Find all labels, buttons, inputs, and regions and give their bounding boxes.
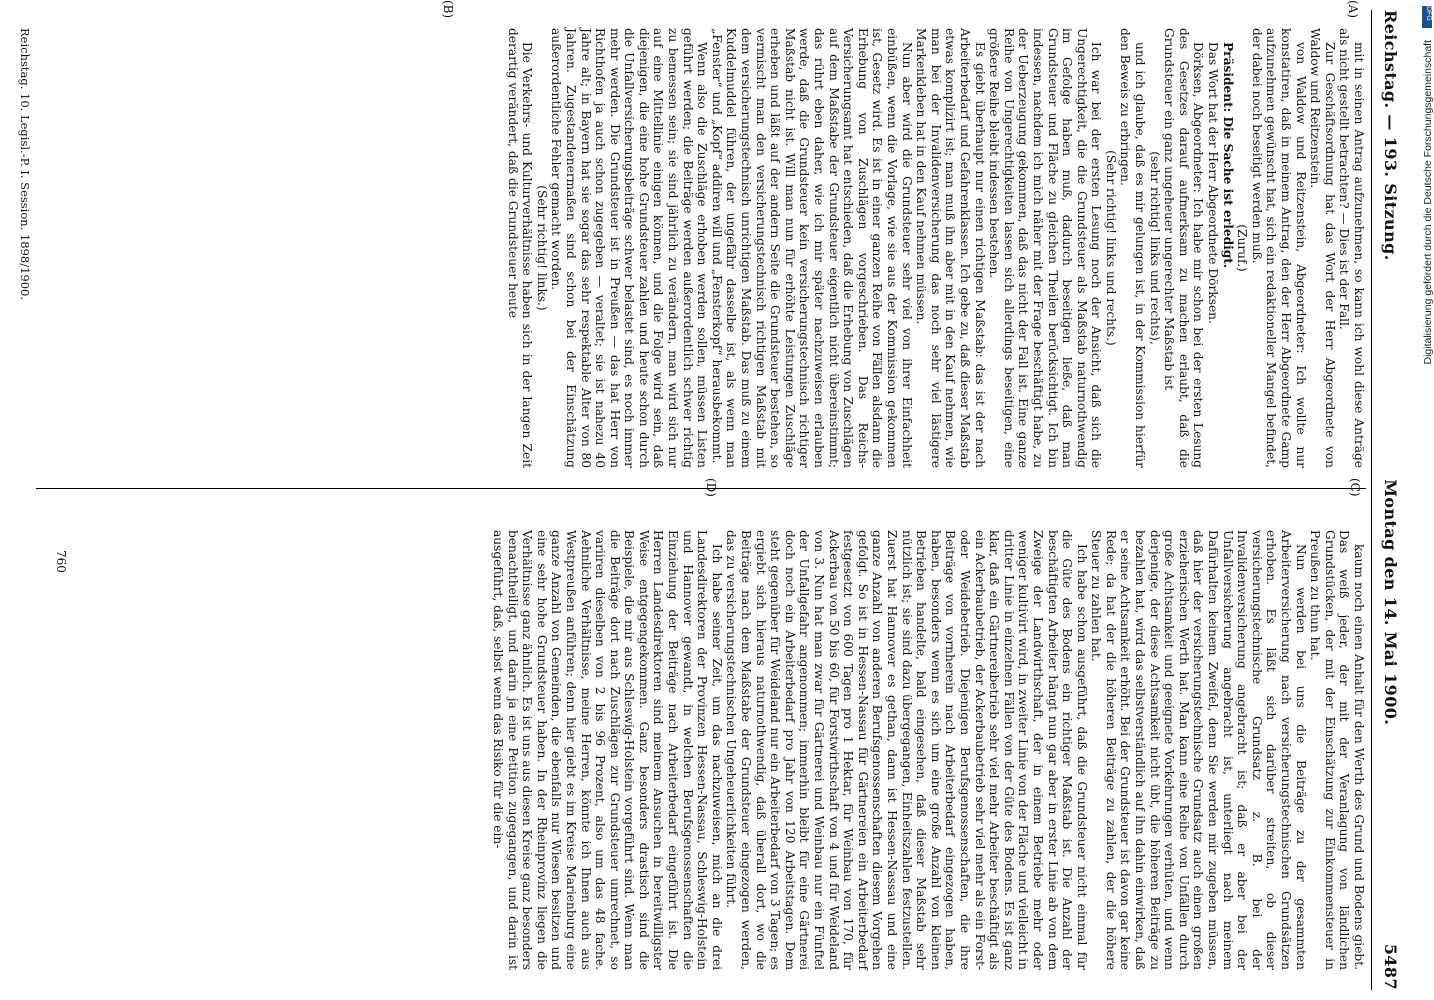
margin-marker-b: (B) <box>441 0 455 19</box>
header-session: Reichstag. — 193. Sitzung. <box>1381 10 1401 261</box>
margin-marker-a: (A) <box>1346 0 1360 19</box>
margin-marker-d: (D) <box>704 478 718 497</box>
right-column <box>36 530 1366 970</box>
paragraph: Ich habe schon ausgeführt, daß die Grundsteuer nicht einmal für die Güte des Bodens ein richtiger Maßstab ist. Die Anzahl der beschäftigten Arbeiter hängt nun gar aber in erster Linie ab von dem Zweige der Landwirthschaft, der in einem Betriebe mehr oder weniger kultivirt wird, in zweiter Linie von der Fläche und vielleicht in dritter Linie in einzelnen Fällen von der Güte des Bodens. Es ist ganz klar, daß ein Gärtnereibetrieb sehr viel mehr Arbeiter beschäftigt als ein Ackerbaubetrieb, der Ackerbaubetrieb sehr viel mehr als ein Forst- oder Weidebetrieb. Diejenigen Berufsgenossenschaften, die ihre Beiträge von vornherein nach Arbeiterbedarf eingezogen haben, haben, besonders wenn es sich um eine große Anzahl von kleinen Betrieben handelte, bald eingesehen, daß dieser Maßstab sehr nützlich ist; sie sind dazu übergegangen, Einheitszahlen festzustellen. Zuerst hat Hannover es gethan, dann ist Hessen-Nassau und eine ganze Anzahl von anderen Berufsgenossenschaften diesem Vorgehen gefolgt. So ist in Hessen-Nassau für Gärtnereien ein Arbeiterbedarf festgesetzt von 600 Tagen pro 1 Hektar, für Weinbau von 170, für Ackerbau von 50 bis 60, für Forstwirthschaft von 4 und für Weideland von 3. Nun hat man zwar für Gärtnerei und Weinbau nur ein Fünftel der Unfallgefahr angenommen; immerhin bleibt für eine Gärtnerei doch noch ein Arbeiterbedarf pro Jahr von 120 Arbeitstagen. Dem steht gegenüber für Weideland nur ein Arbeiterbedarf von 3 Tagen; es ergiebt sich hieraus naturnothwendig, daß überall dort, wo die Beiträge nach dem Maßstabe der Grundsteuer eingezogen werden, das zu versicherungstechnischen Ungeheuerlichkeiten führt. <box>724 530 1089 970</box>
paragraph: Zur Geschäftsordnung hat das Wort der Herr Abgeordnete von Waldow und Reitzenstein. <box>1308 28 1337 468</box>
dfg-sidebar <box>1416 0 1434 1000</box>
header-page-number: 5487 <box>1381 943 1401 990</box>
paragraph: von Waldow und Reitzenstein, Abgeordneter: Ich wollte nur konstatiren, daß in meinem Antrag, den der Herr Abgeordnete Gamp aufzunehmen gewünscht hat, sich ein redaktioneller Mangel befindet, der dabei noch beseitigt werden muß. <box>1249 28 1308 468</box>
interjection: (Sehr richtig! links.) <box>534 185 549 311</box>
paragraph: Dörksen, Abgeordneter: Ich habe mir schon bei der ersten Lesung des Gesetzes darauf aufmerksam zu machen erlaubt, daß die Grundsteuer ein ganz ungeheuer ungerechter Maßstab ist <box>1162 28 1206 468</box>
interjection: (Zuruf.) <box>1235 224 1250 272</box>
paragraph: kaum noch einen Anhalt für den Werth des Grund und Bodens giebt. Das weiß jeder, der mit der Veranlagung von ländlichen Grundstücken, der mit der Einschätzung zur Einkommensteuer in Preußen zu thun hat. <box>1308 530 1366 970</box>
page-header <box>1371 10 1410 990</box>
paragraph: Das Wort hat der Herr Abgeordnete Dörksen. <box>1206 42 1221 324</box>
paragraph: Präsident: Die Sache ist erledigt. <box>1220 42 1235 269</box>
footnote: Reichstag. 10. Legisl.-P. I. Session. 1898/1900. <box>18 28 32 301</box>
paragraph: und ich glaube, daß es mir gelungen ist, in der Kommission hierfür den Beweis zu erbringen. <box>1118 28 1148 468</box>
paragraph: Nun aber wird die Grundsteuer sehr viel von ihrer Einfachheit einbüßen, wenn die Vorlage, wie sie aus der Kommission gekommen ist, Gesetz wird. Es ist in einer ganzen Reihe von Fällen alsdann die Erhebung von Zuschlägen vorgeschrieben. Das Reichs-Versicherungsamt hat entschieden, daß die Erhebung von Zuschlägen auf dem Maßstabe der Grundsteuer eigentlich nicht übereinstimmt; das rührt eben daher, wie ich mir später nachzuweisen erlauben werde, daß die Grundsteuer kein versicherungstechnisch richtiger Maßstab nicht ist. Will man nun für erhöhte Leistungen Zuschläge erheben und läßt auf der andern Seite die Grundsteuer bestehen, so vermischt man den versicherungstechnisch richtigen Maßstab mit dem versicherungstechnisch unrichtigen Maßstab. Das muß zu einem Kuddelmuddel führen, der ungefähr dasselbe ist, als wenn man „Fenster“ und „Kopf“ addiren will und „Fensterkopf“ herausbekommt. <box>709 28 914 468</box>
rotated-page-content <box>12 0 1410 990</box>
scanned-page <box>12 0 1410 990</box>
paragraph: Wenn also die Zuschläge erhoben werden sollen, müssen Listen geführt werden; die Beiträge werden außerordentlich schwer richtig zu bemessen sein; sie sind jährlich zu verändern, man wird sich nur auf eine Mittellinie einigen können, und die Folge wird sein, daß diejenigen, die eine hohe Grundsteuer zahlen und heute schon durch die Unfallversicherungsbeiträge schwer belastet sind, es noch immer mehr werden. Die Grundsteuer ist in Preußen — das hat Herr von Richthofen ja auch schon zugegeben — veraltet; sie ist nahezu 40 Jahre alt; in Bayern hat sie sogar das sehr respektable Alter von 80 Jahren. Zugestandenermaßen sind schon bei der Einschätzung außerordentliche Fehler gemacht worden. <box>549 28 710 468</box>
paragraph: Ich habe seiner Zeit, um das nachzuweisen, mich an die drei Landesdirektoren der Provinzen Hessen-Nassau, Schleswig-Holstein und Hannover gewandt, in welchen Berufsgenossenschaften die Einziehung der Beiträge nach Arbeiterbedarf eingeführt ist. Die Herren Landesdirektoren sind meinem Ansuchen in bereitwilligster Weise entgegengekommen. Ganz besonders drastisch sind die Beispiele, die mir aus Schleswig-Holstein vorgeführt sind. Wenn man die Beiträge dort nach Zuschlägen zur Grundsteuer umrechnet, so variiren dieselben von 2 bis 96 Prozent, also um das 48 fache. Aehnliche Verhältnisse, meine Herren, könnte ich Ihnen auch aus Westpreußen anführen; denn hier giebt es im Kreise Marienburg eine ganze Anzahl von Gemeinden, die ebenfalls nur Wiesen besitzen und eine sehr hohe Grundsteuer haben. In der Rheinprovinz liegen die Verhältnisse ganz ähnlich. Es ist uns aus diesen Kreise ganz besonders benachtheiligt, und darin ja eine Petition zugegangen, und darin ist ausgeführt, daß, selbst wenn das Risiko für die ein- <box>490 530 724 970</box>
paragraph: Ich war bei der ersten Lesung noch der Ansicht, daß sich die Ungerechtigkeit, die die Grundsteuer als Maßstab naturnothwendig im Gefolge haben muß, dadurch beseitigen ließe, daß man Grundsteuer und Fläche zu gleichen Theilen berücksichtigt. Ich bin indessen, nachdem ich mich näher mit der Frage beschäftigt habe, zu der Ueberzeugung gekommen, daß das nicht der Fall ist. Eine ganze Reihe von Ungerechtigkeiten lassen sich allerdings beseitigen, eine größere Reihe bleibt indessen bestehen. <box>987 28 1104 468</box>
sheet-number: 760 <box>54 550 68 573</box>
paragraph: mit in seinen Antrag aufzunehmen, so kann ich wohl diese Anträge als nicht gestellt betrachten? — Dies ist der Fall. <box>1337 28 1366 468</box>
header-date: Montag den 14. Mai 1900. <box>1381 479 1401 726</box>
left-column <box>36 28 1366 468</box>
paragraph: Die Verkehrs- und Kulturverhältnisse haben sich in der langen Zeit derartig verändert, daß die Grundsteuer heute <box>505 28 535 468</box>
dfg-credit-text: Digitalisierung gefördert durch die Deutsche Forschungsgemeinschaft <box>1422 40 1434 365</box>
interjection: (sehr richtig! links und rechts), <box>1147 151 1162 345</box>
paragraph: Nun werden bei uns die Beiträge zu der gesammten Arbeiterversicherung nach versicherungstechnischen Grundsätzen erhoben. Es läßt sich darüber streiten, ob dieser versicherungstechnische Grundsatz z. B. bei der Invalidenversicherung angebracht ist; daß er aber bei der Unfallversicherung angebracht ist, unterliegt nach meinem Dafürhalten keinem Zweifel, denn Sie werden mir zugeben müssen, daß hier der versicherungstechnische Grundsatz auch einen großen erzieherischen Werth hat. Man kann eine Reihe von Unfällen durch große Achtsamkeit und geeignete Vorkehrungen verhüten, und wenn derjenige, der diese Achtsamkeit nicht übt, die höheren Beiträge zu bezahlen hat, wird das selbstverständlich auf ihn dahin einwirken, daß er seine Achtsamkeit erhöht. Bei der Grundsteuer ist davon gar keine Rede; da hat der die höheren Beiträge zu zahlen, der die höhere Steuer zu zahlen hat. <box>1089 530 1308 970</box>
column-divider <box>36 488 1366 489</box>
margin-marker-c: (C) <box>1348 478 1362 497</box>
dfg-logo: DFG <box>1422 6 1432 28</box>
interjection: (Sehr richtig! links und rechts.) <box>1103 150 1118 346</box>
paragraph: Es giebt überhaupt nur einen richtigen Maßstab: das ist der nach Arbeiterbedarf und Gefahrenklassen. Ich gebe zu, daß dieser Maßstab etwas komplizirt ist; man muß ihn aber mit in den Kauf nehmen, wie man bei der Invalidenversicherung das noch sehr viel lästigere Markenkleben hat in den Kauf nehmen müssen. <box>914 28 987 468</box>
